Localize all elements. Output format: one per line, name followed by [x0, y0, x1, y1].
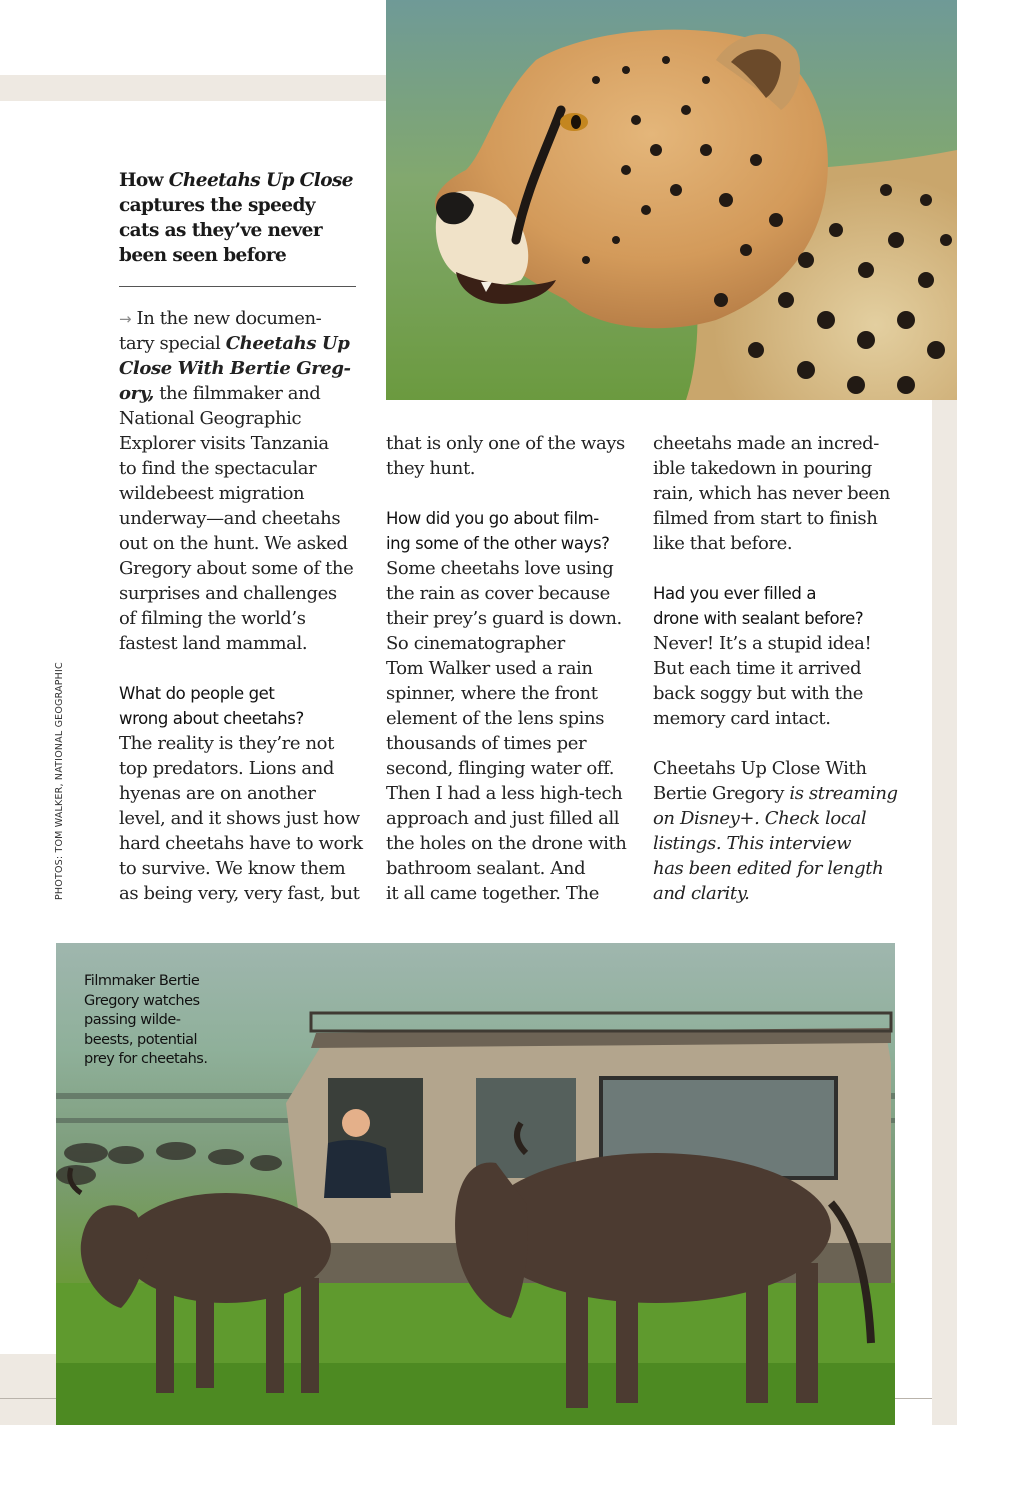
intro-line: Gregory about some of the — [119, 558, 354, 579]
cheetah-photo — [386, 0, 957, 400]
answer-line: hard cheetahs have to work — [119, 833, 363, 854]
answer-line: spinner, where the front — [386, 683, 598, 704]
answer-line: cheetahs made an incred- — [653, 433, 879, 454]
photo-credit: PHOTOS: TOM WALKER, NATIONAL GEOGRAPHIC — [54, 662, 65, 900]
intro-line: wildebeest migration — [119, 483, 305, 504]
page-band-bottom — [0, 1354, 57, 1425]
question-3: drone with sealant before? — [653, 609, 864, 628]
answer-line: So cinematographer — [386, 633, 565, 654]
question-3: Had you ever filled a — [653, 584, 817, 603]
intro-line: to find the spectacular — [119, 458, 317, 479]
footer-note: listings. This interview — [653, 833, 852, 854]
intro-line: of filming the world’s — [119, 608, 306, 629]
question-1: wrong about cheetahs? — [119, 709, 304, 728]
question-2: ing some of the other ways? — [386, 534, 610, 553]
intro-line: fastest land mammal. — [119, 633, 308, 654]
caption-line: Gregory watches — [84, 992, 200, 1009]
answer-line: to survive. We know them — [119, 858, 346, 879]
show-title-cont: Close With Bertie Greg- — [119, 358, 351, 379]
answer-line: memory card intact. — [653, 708, 831, 729]
intro-line: National Geographic — [119, 408, 302, 429]
deck-line-3: cats as they’ve never — [119, 220, 322, 241]
answer-line: bathroom sealant. And — [386, 858, 586, 879]
answer-line: ible takedown in pouring — [653, 458, 872, 479]
answer-line: Never! It’s a stupid idea! — [653, 633, 872, 654]
answer-line: Some cheetahs love using — [386, 558, 614, 579]
answer-line: like that before. — [653, 533, 793, 554]
footer-note: has been edited for length — [653, 858, 884, 879]
footer-note: Cheetahs Up Close With — [653, 758, 867, 779]
deck-title: Cheetahs Up Close — [168, 170, 353, 191]
answer-line: the holes on the drone with — [386, 833, 627, 854]
question-1: What do people get — [119, 684, 275, 703]
column-3 — [653, 431, 898, 906]
answer-line: The reality is they’re not — [119, 733, 334, 754]
deck-line-4: been seen before — [119, 245, 287, 266]
answer-line: approach and just filled all — [386, 808, 620, 829]
footer-note: on Disney+. Check local — [653, 808, 867, 829]
answer-line: second, flinging water off. — [386, 758, 615, 779]
answer-line: thousands of times per — [386, 733, 587, 754]
footer-note: is streaming — [784, 783, 898, 804]
show-title-end: ory, — [119, 383, 154, 404]
question-2: How did you go about film- — [386, 509, 599, 528]
deck-line-2: captures the speedy — [119, 195, 315, 216]
answer-line: rain, which has never been — [653, 483, 890, 504]
caption-line: beests, potential — [84, 1031, 198, 1048]
answer-line: Tom Walker used a rain — [386, 658, 593, 679]
page-band-right — [932, 400, 957, 1425]
answer-line: element of the lens spins — [386, 708, 605, 729]
answer-line: back soggy but with the — [653, 683, 864, 704]
arrow-right-icon: → — [119, 310, 132, 328]
intro-line: surprises and challenges — [119, 583, 337, 604]
intro-line: tary special — [119, 333, 226, 354]
answer-line: the rain as cover because — [386, 583, 610, 604]
answer-line: it all came together. The — [386, 883, 599, 904]
answer-line: level, and it shows just how — [119, 808, 360, 829]
deck-divider — [119, 286, 356, 287]
intro-line: underway—and cheetahs — [119, 508, 341, 529]
intro-line: out on the hunt. We asked — [119, 533, 348, 554]
answer-line: they hunt. — [386, 458, 476, 479]
deck-prefix: How — [119, 170, 169, 191]
caption-line: Filmmaker Bertie — [84, 973, 200, 989]
column-1 — [119, 306, 363, 906]
article-deck — [119, 168, 359, 268]
column-2 — [386, 431, 626, 906]
photo-caption — [84, 972, 254, 1070]
answer-line: as being very, very fast, but — [119, 883, 360, 904]
intro-line: In the new documen- — [131, 308, 322, 329]
page-band-top — [0, 75, 386, 101]
answer-line: filmed from start to finish — [653, 508, 878, 529]
intro-line: Explorer visits Tanzania — [119, 433, 329, 454]
answer-line: their prey’s guard is down. — [386, 608, 622, 629]
answer-line: But each time it arrived — [653, 658, 862, 679]
answer-line: Then I had a less high-tech — [386, 783, 623, 804]
caption-line: prey for cheetahs. — [84, 1051, 208, 1067]
answer-line: that is only one of the ways — [386, 433, 625, 454]
caption-line: passing wilde- — [84, 1012, 181, 1028]
intro-line: the filmmaker and — [153, 383, 321, 404]
show-title: Cheetahs Up — [225, 333, 350, 354]
answer-line: top predators. Lions and — [119, 758, 335, 779]
footer-note: and clarity. — [653, 883, 750, 904]
footer-note: Bertie Gregory — [653, 783, 785, 804]
answer-line: hyenas are on another — [119, 783, 316, 804]
